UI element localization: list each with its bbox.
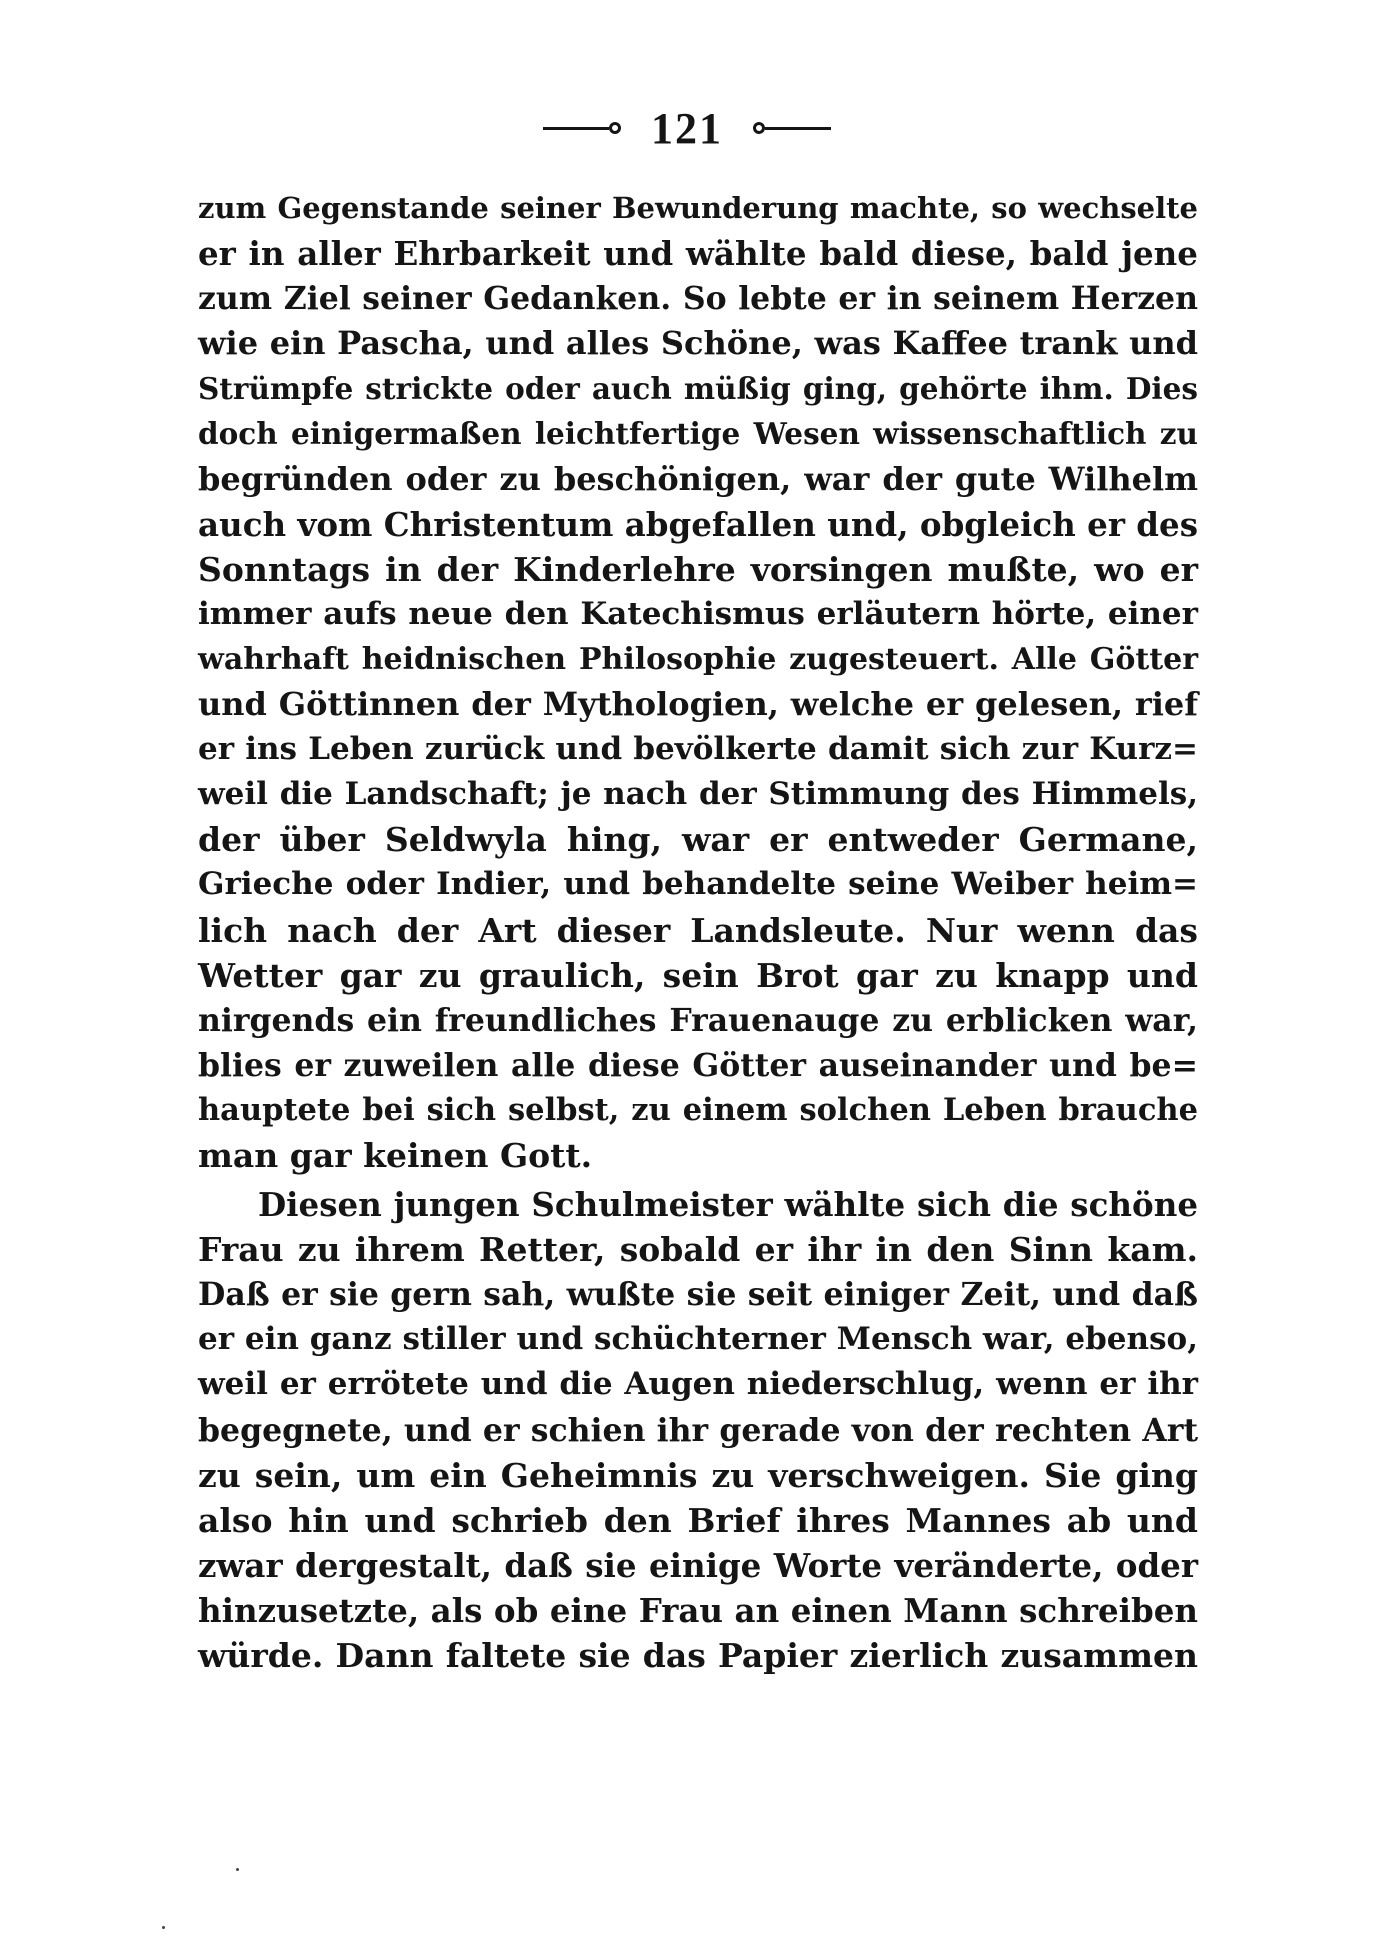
text-line: auch vom Christentum abgefallen und, obgleich er des xyxy=(198,504,1198,544)
text-line: zu sein, um ein Geheimnis zu verschweigen. Sie ging xyxy=(198,1455,1198,1495)
print-speck xyxy=(162,1926,165,1929)
text-line: er ins Leben zurück und bevölkerte damit sich zur Kurz= xyxy=(198,731,1198,768)
text-line: Strümpfe strickte oder auch müßig ging, gehörte ihm. Dies xyxy=(198,371,1198,407)
text-line: weil die Landschaft; je nach der Stimmung des Himmels, xyxy=(198,776,1198,813)
text-line: begegnete, und er schien ihr gerade von der rechten Art xyxy=(198,1411,1198,1449)
text-line: und Göttinnen der Mythologien, welche er gelesen, rief xyxy=(198,685,1198,724)
right-ornament xyxy=(753,122,831,134)
text-line: würde. Dann faltete sie das Papier zierlich zusammen xyxy=(198,1636,1198,1675)
text-line: Wetter gar zu graulich, sein Brot gar zu knapp und xyxy=(198,955,1198,995)
print-speck xyxy=(236,1868,239,1871)
text-line: lich nach der Art dieser Landsleute. Nur wenn das xyxy=(198,910,1198,950)
text-line: hinzusetzte, als ob eine Frau an einen Mann schreiben xyxy=(198,1590,1198,1630)
text-line: Sonntags in der Kinderlehre vorsingen mußte, wo er xyxy=(198,549,1198,589)
text-line: Frau zu ihrem Retter, sobald er ihr in den Sinn kam. xyxy=(198,1230,1198,1270)
text-line: Daß er sie gern sah, wußte sie seit einiger Zeit, und daß xyxy=(198,1276,1198,1314)
text-line: immer aufs neue den Katechismus erläutern hörte, einer xyxy=(198,595,1198,632)
text-line: der über Seldwyla hing, war er entweder Germane, xyxy=(198,820,1198,860)
text-line: wie ein Pascha, und alles Schöne, was Kaffee trank und xyxy=(198,324,1198,363)
text-line: also hin und schrieb den Brief ihres Mannes ab und xyxy=(198,1500,1198,1540)
text-line: er ein ganz stiller und schüchterner Mensch war, ebenso, xyxy=(198,1321,1198,1358)
text-line: er in aller Ehrbarkeit und wählte bald diese, bald jene xyxy=(198,234,1198,274)
text-line: blies er zuweilen alle diese Götter auseinander und be= xyxy=(198,1046,1198,1084)
text-line: hauptete bei sich selbst, zu einem solchen Leben brauche xyxy=(198,1091,1198,1128)
paragraph-1 xyxy=(198,186,1198,1178)
text-line: begründen oder zu beschönigen, war der gute Wilhelm xyxy=(198,459,1198,498)
left-ornament xyxy=(543,122,621,134)
text-line: zum Ziel seiner Gedanken. So lebte er in seinem Herzen xyxy=(198,280,1198,318)
paragraph-2 xyxy=(198,1182,1198,1678)
page-number: 121 xyxy=(651,103,723,153)
text-line: Diesen jungen Schulmeister wählte sich die schöne xyxy=(258,1185,1198,1225)
text-line: Grieche oder Indier, und behandelte seine Weiber heim= xyxy=(198,866,1198,903)
text-line: weil er errötete und die Augen niederschlug, wenn er ihr xyxy=(198,1366,1198,1403)
text-line: zwar dergestalt, daß sie einige Worte veränderte, oder xyxy=(198,1545,1198,1585)
text-line: man gar keinen Gott. xyxy=(198,1135,593,1175)
text-line: nirgends ein freundliches Frauenauge zu erblicken war, xyxy=(198,1001,1198,1039)
text-line: wahrhaft heidnischen Philosophie zugesteuert. Alle Götter xyxy=(198,641,1198,677)
page-header xyxy=(0,98,1374,158)
body-text xyxy=(198,186,1198,1678)
text-line: zum Gegenstande seiner Bewunderung machte, so wechselte xyxy=(198,191,1198,225)
text-line: doch einigermaßen leichtfertige Wesen wissenschaftlich zu xyxy=(198,416,1198,452)
